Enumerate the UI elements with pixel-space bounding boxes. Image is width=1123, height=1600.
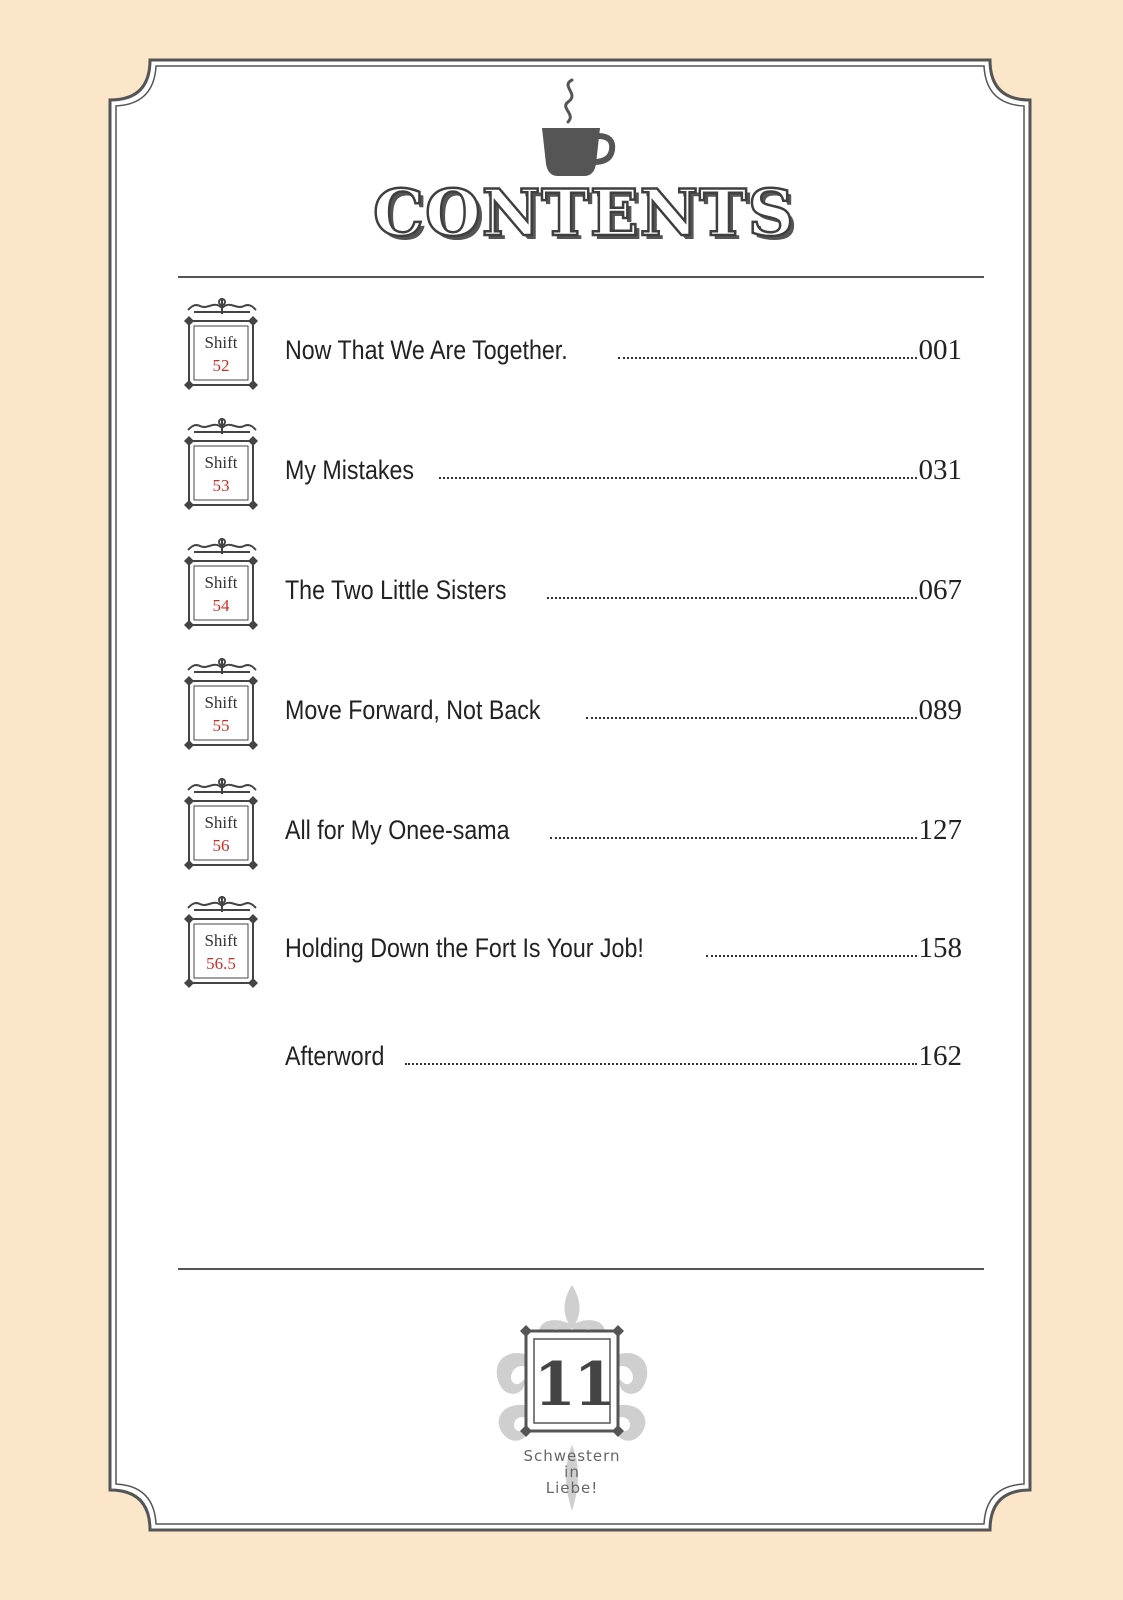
shift-badge [184, 316, 258, 390]
shift-number: 52 [212, 356, 230, 375]
shift-label: Shift [204, 333, 238, 352]
shift-label: Shift [204, 693, 238, 712]
scroll-ornament-icon [186, 536, 258, 556]
chapter-title: Move Forward, Not Back [285, 695, 541, 725]
dot-leader [405, 1063, 917, 1065]
toc-entry[interactable] [182, 416, 972, 512]
scroll-ornament-icon [186, 296, 258, 316]
series-line-1: Schwestern [523, 1447, 621, 1465]
shift-number: 53 [212, 476, 230, 495]
shift-badge [184, 556, 258, 630]
dot-leader [550, 837, 916, 839]
dot-leader [547, 597, 917, 599]
dot-leader [439, 477, 916, 479]
toc-entry-afterword[interactable] [182, 1002, 972, 1098]
chapter-title: The Two Little Sisters [285, 575, 507, 605]
chapter-title: My Mistakes [285, 455, 415, 485]
coffee-cup-icon [538, 78, 618, 182]
chapter-title: Now That We Are Together. [285, 335, 568, 365]
page-number: 031 [918, 454, 962, 486]
shift-badge [184, 796, 258, 870]
page-number: 158 [918, 932, 962, 964]
afterword-title: Afterword [285, 1041, 385, 1071]
shift-label: Shift [204, 813, 238, 832]
dot-leader [586, 717, 916, 719]
dot-leader [706, 955, 916, 957]
page-title: CONTENTS [373, 176, 795, 251]
shift-label: Shift [204, 573, 238, 592]
shift-label: Shift [204, 931, 238, 950]
shift-badge [184, 436, 258, 510]
page-number: 127 [918, 814, 962, 846]
page-number: 067 [918, 574, 962, 606]
bottom-divider [178, 1268, 984, 1270]
page-number: 089 [918, 694, 962, 726]
scroll-ornament-icon [186, 416, 258, 436]
chapter-title: All for My Onee-sama [285, 815, 510, 845]
chapter-title: Holding Down the Fort Is Your Job! [285, 933, 644, 963]
scroll-ornament-icon [186, 656, 258, 676]
dot-leader [618, 357, 917, 359]
shift-badge [184, 676, 258, 750]
toc-entry[interactable] [182, 776, 972, 872]
shift-badge [184, 914, 258, 988]
top-divider [178, 276, 984, 278]
scroll-ornament-icon [186, 894, 258, 914]
toc-entry[interactable] [182, 656, 972, 752]
page-number: 162 [918, 1040, 962, 1072]
toc-entry[interactable] [182, 894, 972, 990]
series-logo-text [500, 1448, 644, 1496]
shift-number: 56.5 [206, 954, 236, 973]
toc-entry[interactable] [182, 296, 972, 392]
series-line-3: Liebe! [545, 1479, 599, 1497]
scroll-ornament-icon [186, 776, 258, 796]
series-line-2: in [564, 1463, 580, 1481]
shift-number: 54 [212, 596, 230, 615]
volume-number: 11 [534, 1350, 614, 1420]
shift-number: 56 [212, 836, 230, 855]
page-number: 001 [918, 334, 962, 366]
toc-entry[interactable] [182, 536, 972, 632]
shift-label: Shift [204, 453, 238, 472]
shift-number: 55 [212, 716, 230, 735]
